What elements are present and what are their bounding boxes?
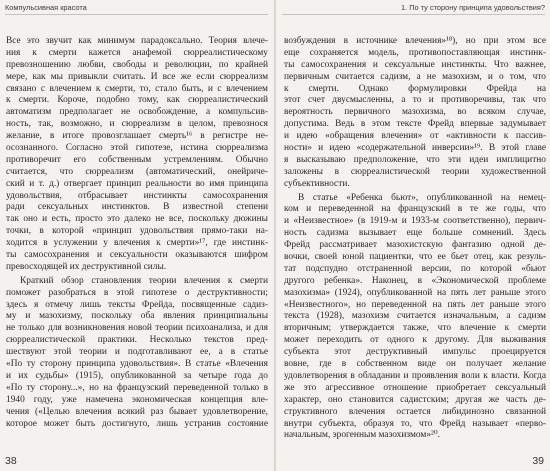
text-line: «По ту сторону принципа удовольствия». В статье «Влечения: [6, 359, 268, 370]
text-line: субъекта этот деструктивный импульс проецируется: [284, 347, 546, 358]
text-line: «Неизвестного», но переведенной на пять лет раньше этого: [284, 299, 546, 310]
text-line: другого ребенка». Наконец, в «Экономической проблеме: [284, 275, 546, 286]
text-line: Краткий обзор становления теории влечения к смерти: [20, 275, 268, 286]
text-line: 1940 году, уже намечена экономическая концепция вле-: [6, 394, 268, 405]
text-line: к смерти. Короче, подобно тому, как сюрреалистический: [6, 95, 268, 106]
text-line: заложены в сюрреалистической теории художественной: [284, 166, 546, 177]
text-line: допустима. Ведь в этом тексте Фрейд впервые задумывает: [284, 119, 546, 130]
text-line: структивного влечения остается либидинозно связанной: [284, 406, 546, 417]
text-line: внутри субъекта, образуя то, что Фрейд называет «перво-: [284, 418, 546, 429]
text-line: и «Неизвестное» (в 1919-м и 1933-м соответственно), первич-: [284, 216, 546, 227]
text-line: Фрейд рассматривает мазохистскую фантазию одной де-: [284, 240, 546, 251]
text-line: «По ту сторону...», но на французский переведенной только в: [6, 382, 268, 393]
text-line: ради сексуальных инстинктов. В известной степени: [6, 202, 268, 213]
text-line: которое может быть достигнуто, лишь устранив состояние: [6, 418, 268, 429]
text-line: точки, в которой «принцип удовольствия прямо-таки на-: [6, 226, 268, 237]
header-rule: [282, 14, 545, 15]
text-line: и их судьбы» (1915), опубликованной за четыре года до: [6, 370, 268, 381]
text-line: вторичным; утверждается также, что влечение к смерти: [284, 323, 546, 334]
text-line: мазохизма» (1924), опубликованной на пять лет раньше этого: [284, 287, 546, 298]
text-line: сюрреалистической практики. Несколько текстов пред-: [6, 335, 268, 346]
text-line: противоречит его собственным устремлениям. Обычно: [6, 154, 268, 165]
text-line: начальным, эрогенным мазохизмом»²⁰.: [284, 430, 440, 441]
text-line: удовольствия, отбрасывает инстинкты самосохранения: [6, 190, 268, 201]
text-line: ты самосохранения и сексуальности оказываются шифром: [6, 250, 268, 261]
text-line: первичным считается садизм, а не мазохизм, и о том, что: [284, 71, 546, 82]
text-line: шествуют этой теории и подготавливают ее, а в статье: [6, 347, 268, 358]
text-line: превозношению любви, свободы и революции, по крайней: [6, 59, 268, 70]
text-line: ность, так, возможно, и сюрреализм в целом, превознося: [6, 119, 268, 130]
text-line: желание, в итоге провозглашает смерть¹⁶ в регистре не-: [6, 131, 268, 142]
text-line: автоматизм предполагает не освобождение, а компульсив-: [6, 107, 268, 118]
text-line: му и мазохизму, поскольку оба явления принципиальны: [6, 311, 268, 322]
text-line: ты самосохранения и сексуальные инстинкты. Что важнее,: [284, 59, 546, 70]
text-line: ность садизма вызывает еще больше сомнений. Здесь: [284, 228, 546, 239]
right-page: [276, 0, 550, 471]
page-number: 38: [5, 455, 17, 467]
text-line: поможет разобраться в этой гипотезе о деструктивности;: [6, 287, 268, 298]
text-line: и идею «обращения влечения» от «активности к пассив-: [284, 131, 546, 142]
text-line: возбуждения в источнике влечения»¹⁸), но при этом все: [284, 36, 546, 46]
body-text: [284, 36, 546, 442]
text-line: Все это звучит как минимум парадоксально. Теория влече-: [6, 36, 268, 46]
text-line: вовне, где в собственном виде он получает желание: [284, 359, 546, 370]
text-line: превосходящей их деструктивной силы.: [6, 261, 167, 272]
text-line: мере, как мы привыкли считать. И все же если сюрреализм: [6, 71, 268, 82]
header-rule: [5, 14, 268, 15]
text-line: считается, что сюрреализм (автоматический, онейриче-: [6, 166, 268, 177]
text-line: осознанного. Согласно этой гипотезе, истина сюрреализма: [6, 143, 268, 154]
text-line: чения («Целью влечения всякий раз бывает удовлетворение,: [6, 406, 268, 417]
text-line: вероятность первичного мазохизма, во всяком случае,: [284, 107, 546, 118]
text-line: В статье «Ребенка бьют», опубликованной на немец-: [298, 192, 546, 203]
text-line: субъективности.: [284, 178, 350, 189]
body-text: [6, 36, 268, 430]
text-line: я высказываю предположение, что эти идеи имплицитно: [284, 154, 546, 165]
text-line: ности» и идею «содержательной инверсии»¹⁹. В этой главе: [284, 143, 546, 154]
text-line: здесь я отмечу лишь тексты Фрейда, посвященные садиз-: [6, 299, 268, 310]
text-line: характер, оно становится садистским; другая же часть де-: [284, 394, 546, 405]
text-line: может переходить от одного к другому. Для выживания: [284, 335, 546, 346]
text-line: же это агрессивное отношение приобретает сексуальный: [284, 382, 546, 393]
text-line: текста (1928), мазохизм считается изначальным, а садизм: [284, 311, 546, 322]
text-line: так оно и есть, просто это далеко не все, поскольку дюжины: [6, 214, 268, 225]
text-line: этот счет двусмысленны, а то и противоречивы, так что: [284, 95, 546, 106]
text-line: удовлетворения в обладании и проявления воли к власти. Когда: [284, 370, 546, 381]
text-line: тат подспудно отстраненной версии, по которой «бьют: [284, 263, 546, 274]
text-line: к смерти. Однако формулировки Фрейда на: [284, 83, 546, 94]
running-header: Компульсивная красота: [5, 3, 87, 12]
text-line: связано с влечением к смерти, то, стало быть, и с влечением: [6, 83, 268, 94]
running-header: 1. По ту сторону принципа удовольствия?: [401, 3, 545, 12]
left-page: [0, 0, 274, 471]
page-number: 39: [532, 455, 544, 467]
text-line: еще сохраняется модель, противопоставляющая инстинк-: [284, 47, 546, 58]
text-line: ский и т. д.) отвергает принцип реальности во имя принципа: [6, 178, 268, 189]
text-line: ком и переведенной на французский в те же годы, что: [284, 204, 546, 215]
text-line: не только для возникновения новой теории психоанализа, и для: [6, 323, 268, 334]
text-line: ходится в услужении у влечения к смерти»¹⁷, где инстинк-: [6, 238, 268, 249]
text-line: вочки, своей юной пациентки, что ее бьет отец, как резуль-: [284, 252, 546, 263]
text-line: ния к смерти кажется анафемой сюрреалистическому: [6, 47, 268, 58]
